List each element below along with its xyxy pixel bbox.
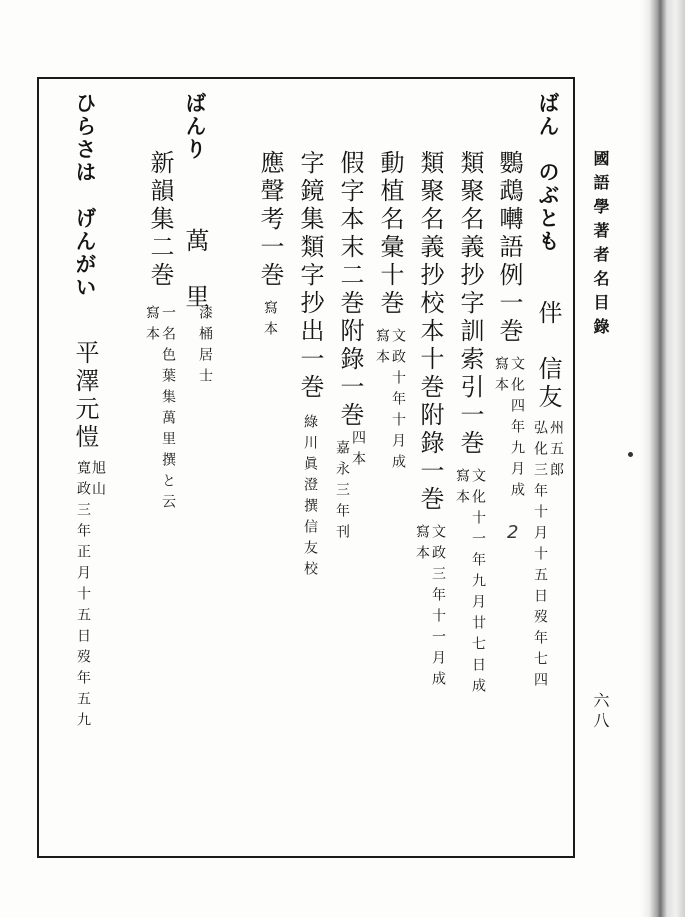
work-volume-note: 四本 bbox=[350, 430, 366, 472]
author-name: 萬 里 bbox=[181, 228, 209, 312]
work-form-note: 寫本 bbox=[374, 328, 390, 370]
work-author-note: 綠川眞澄撰信友校 bbox=[302, 414, 318, 582]
work-form-note: 嘉永三年刊 bbox=[334, 440, 350, 545]
work-title: 新韻集二巻 bbox=[146, 150, 174, 290]
running-header: 國語學著者名目錄 bbox=[591, 150, 610, 342]
work-title: 應聲考一巻 bbox=[256, 150, 284, 290]
author-name: 伴 信友 bbox=[534, 300, 562, 412]
author-alias: 旭山 bbox=[90, 460, 106, 502]
work-date-note: 文政十年十月成 bbox=[390, 328, 406, 475]
work-form-note: 寫本 bbox=[414, 524, 430, 566]
work-form-note: 寫本 bbox=[144, 305, 160, 347]
work-title: 字鏡集類字抄出一巻 bbox=[296, 150, 324, 402]
work-description-note: 一名色葉集萬里撰と云 bbox=[160, 305, 176, 515]
ink-speck bbox=[628, 452, 633, 457]
work-title: 假字本末二巻附錄一巻 bbox=[336, 150, 364, 430]
author-reading-heading: ひらさは げんがい bbox=[73, 92, 97, 299]
work-date-note: 文化四年九月成 bbox=[509, 356, 525, 503]
handwritten-mark: 2 bbox=[507, 522, 519, 543]
author-alias: 州五郎 bbox=[548, 420, 564, 483]
work-form-note: 寫本 bbox=[262, 300, 278, 342]
author-name: 平澤元愷 bbox=[71, 340, 99, 452]
work-title: 類聚名義抄校本十巻附錄一巻 bbox=[416, 150, 444, 514]
work-form-note: 寫本 bbox=[454, 468, 470, 510]
work-date-note: 文化十一年九月廿七日成 bbox=[470, 468, 486, 699]
author-reading-heading: ばんり bbox=[183, 92, 207, 161]
author-alias: 漆桶居士 bbox=[197, 305, 213, 389]
work-date-note: 文政三年十一月成 bbox=[430, 524, 446, 692]
author-death-note: 寛政三年正月十五日歿年五九 bbox=[75, 460, 91, 733]
work-title: 鸚鵡囀語例一巻 bbox=[495, 150, 523, 346]
page-number: 六八 bbox=[591, 692, 610, 732]
work-title: 類聚名義抄字訓索引一巻 bbox=[456, 150, 484, 458]
work-form-note: 寫本 bbox=[493, 356, 509, 398]
work-title: 動植名彙十巻 bbox=[376, 150, 404, 318]
author-reading-heading: ばん のぶとも bbox=[536, 92, 560, 253]
page-gutter-shadow bbox=[640, 0, 685, 917]
author-death-note: 弘化三年十月十五日歿年七四 bbox=[532, 420, 548, 693]
